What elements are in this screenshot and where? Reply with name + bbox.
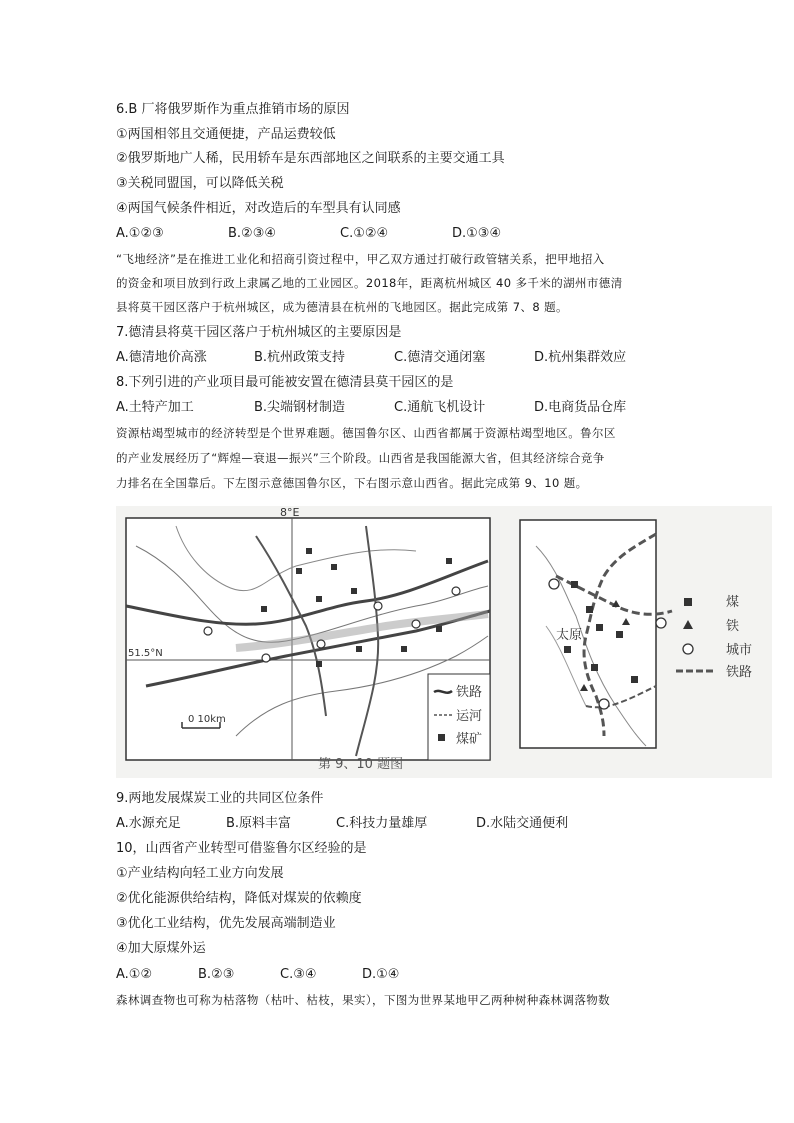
passage2-line-1: 资源枯竭型城市的经济转型是个世界难题。德国鲁尔区、山西省都属于资源枯竭型地区。鲁尔区 [116,426,616,440]
coal-mine-marker [316,661,322,667]
legend-railway-label: 铁路 [726,665,753,680]
coal-mine-marker [356,646,362,652]
city-circle [374,602,382,610]
q10-stem: 10，山西省产业转型可借鉴鲁尔区经验的是 [116,841,367,856]
coal-mine-marker [331,564,337,570]
coal-marker [564,646,571,653]
q6-item-1: ①两国相邻且交通便捷，产品运费较低 [116,127,336,142]
lon-label: 8°E [280,506,300,519]
q9-option-d: D.水陆交通便利 [476,816,569,831]
scale-label: 0 10km [188,714,226,725]
q6-option-d: D.①③④ [452,226,502,241]
q6-item-3: ③关税同盟国，可以降低关税 [116,176,284,191]
q9-option-c: C.科技力量雄厚 [336,816,428,831]
q10-item-2: ②优化能源供给结构，降低对煤炭的依赖度 [116,891,362,906]
maps-figure [116,506,772,778]
city-circle [656,618,666,628]
city-circle [452,587,460,595]
passage3-line: 森林调查物也可称为枯落物（枯叶、枯枝，果实），下图为世界某地甲乙两种树种森林调落物数 [116,993,611,1007]
legend-coal-symbol [684,598,692,606]
city-circle [599,699,609,709]
q6-item-2: ②俄罗斯地广人稀，民用轿车是东西部地区之间联系的主要交通工具 [116,151,505,166]
figure-caption: 第 9、10 题图 [318,757,404,772]
q7-option-c: C.德清交通闭塞 [394,350,486,365]
q10-item-4: ④加大原煤外运 [116,941,206,956]
city-circle [549,579,559,589]
q8-option-a: A.土特产加工 [116,400,194,415]
q6-option-c: C.①②④ [340,226,389,241]
q6-option-a: A.①②③ [116,226,164,241]
city-circle [317,640,325,648]
legend-city-label: 城市 [726,643,753,658]
q10-option-c: C.③④ [280,967,317,982]
q6-option-b: B.②③④ [228,226,277,241]
q10-item-3: ③优化工业结构，优先发展高端制造业 [116,916,336,931]
legend-coal-label: 煤矿 [456,732,483,747]
q10-option-d: D.①④ [362,967,400,982]
coal-marker [591,664,598,671]
coal-marker [586,606,593,613]
legend-city-symbol [683,644,693,654]
city-circle [412,620,420,628]
coal-marker [571,581,578,588]
q9-options [116,815,568,833]
passage1-line-3: 县将莫干园区落户于杭州城区，成为德清县在杭州的飞地园区。据此完成第 7、8 题。 [116,300,568,314]
passage1-line-2: 的资金和项目放到行政上隶属乙地的工业园区。2018年，距离杭州城区 40 多千米的湖州市德清 [116,276,623,290]
coal-mine-marker [401,646,407,652]
q7-option-d: D.杭州集群效应 [534,350,627,365]
q8-stem: 8.下列引进的产业项目最可能被安置在德清县莫干园区的是 [116,375,454,390]
q10-option-a: A.①② [116,967,153,982]
coal-mine-marker [306,548,312,554]
passage2-line-3: 力排名在全国靠后。下左图示意德国鲁尔区，下右图示意山西省。据此完成第 9、10 题。 [116,476,588,490]
q9-option-b: B.原料丰富 [226,816,292,831]
legend-coal-label: 煤 [726,595,740,610]
coal-marker [631,676,638,683]
city-circle [204,627,212,635]
legend-iron-symbol [683,620,693,629]
legend-coal-symbol [438,734,445,741]
passage2-line-2: 的产业发展经历了“辉煌—衰退—振兴”三个阶段。山西省是我国能源大省，但其经济综合竞争 [116,451,605,465]
maps-figure-svg [116,506,772,778]
coal-mine-marker [261,606,267,612]
coal-mine-marker [436,626,442,632]
coal-marker [616,631,623,638]
q7-option-a: A.德清地价高涨 [116,350,207,365]
lat-label: 51.5°N [128,648,163,659]
q6-options [116,225,501,243]
ruhr-map [126,506,490,760]
q10-item-1: ①产业结构向轻工业方向发展 [116,866,284,881]
q8-options [116,399,626,417]
taiyuan-label: 太原 [556,628,583,643]
q8-option-d: D.电商货品仓库 [534,400,627,415]
shanxi-map [520,520,752,748]
coal-mine-marker [446,558,452,564]
q10-options [116,966,399,984]
coal-mine-marker [296,568,302,574]
q9-option-a: A.水源充足 [116,816,181,831]
q8-option-b: B.尖端钢材制造 [254,400,346,415]
q6-stem: 6.B 厂将俄罗斯作为重点推销市场的原因 [116,102,350,117]
q7-stem: 7.德清县将莫干园区落户于杭州城区的主要原因是 [116,325,402,340]
q8-option-c: C.通航飞机设计 [394,400,486,415]
legend-canal-label: 运河 [456,709,483,724]
q10-option-b: B.②③ [198,967,235,982]
q7-option-b: B.杭州政策支持 [254,350,346,365]
coal-mine-marker [316,596,322,602]
coal-mine-marker [351,588,357,594]
legend-iron-label: 铁 [726,619,740,634]
q6-item-4: ④两国气候条件相近，对改造后的车型具有认同感 [116,201,401,216]
city-circle [262,654,270,662]
q7-options [116,349,626,367]
legend-railway-label: 铁路 [456,685,483,700]
q9-stem: 9.两地发展煤炭工业的共同区位条件 [116,791,324,806]
coal-marker [596,624,603,631]
passage1-line-1: “飞地经济”是在推进工业化和招商引资过程中，甲乙双方通过打破行政管辖关系，把甲地招入 [116,252,605,266]
